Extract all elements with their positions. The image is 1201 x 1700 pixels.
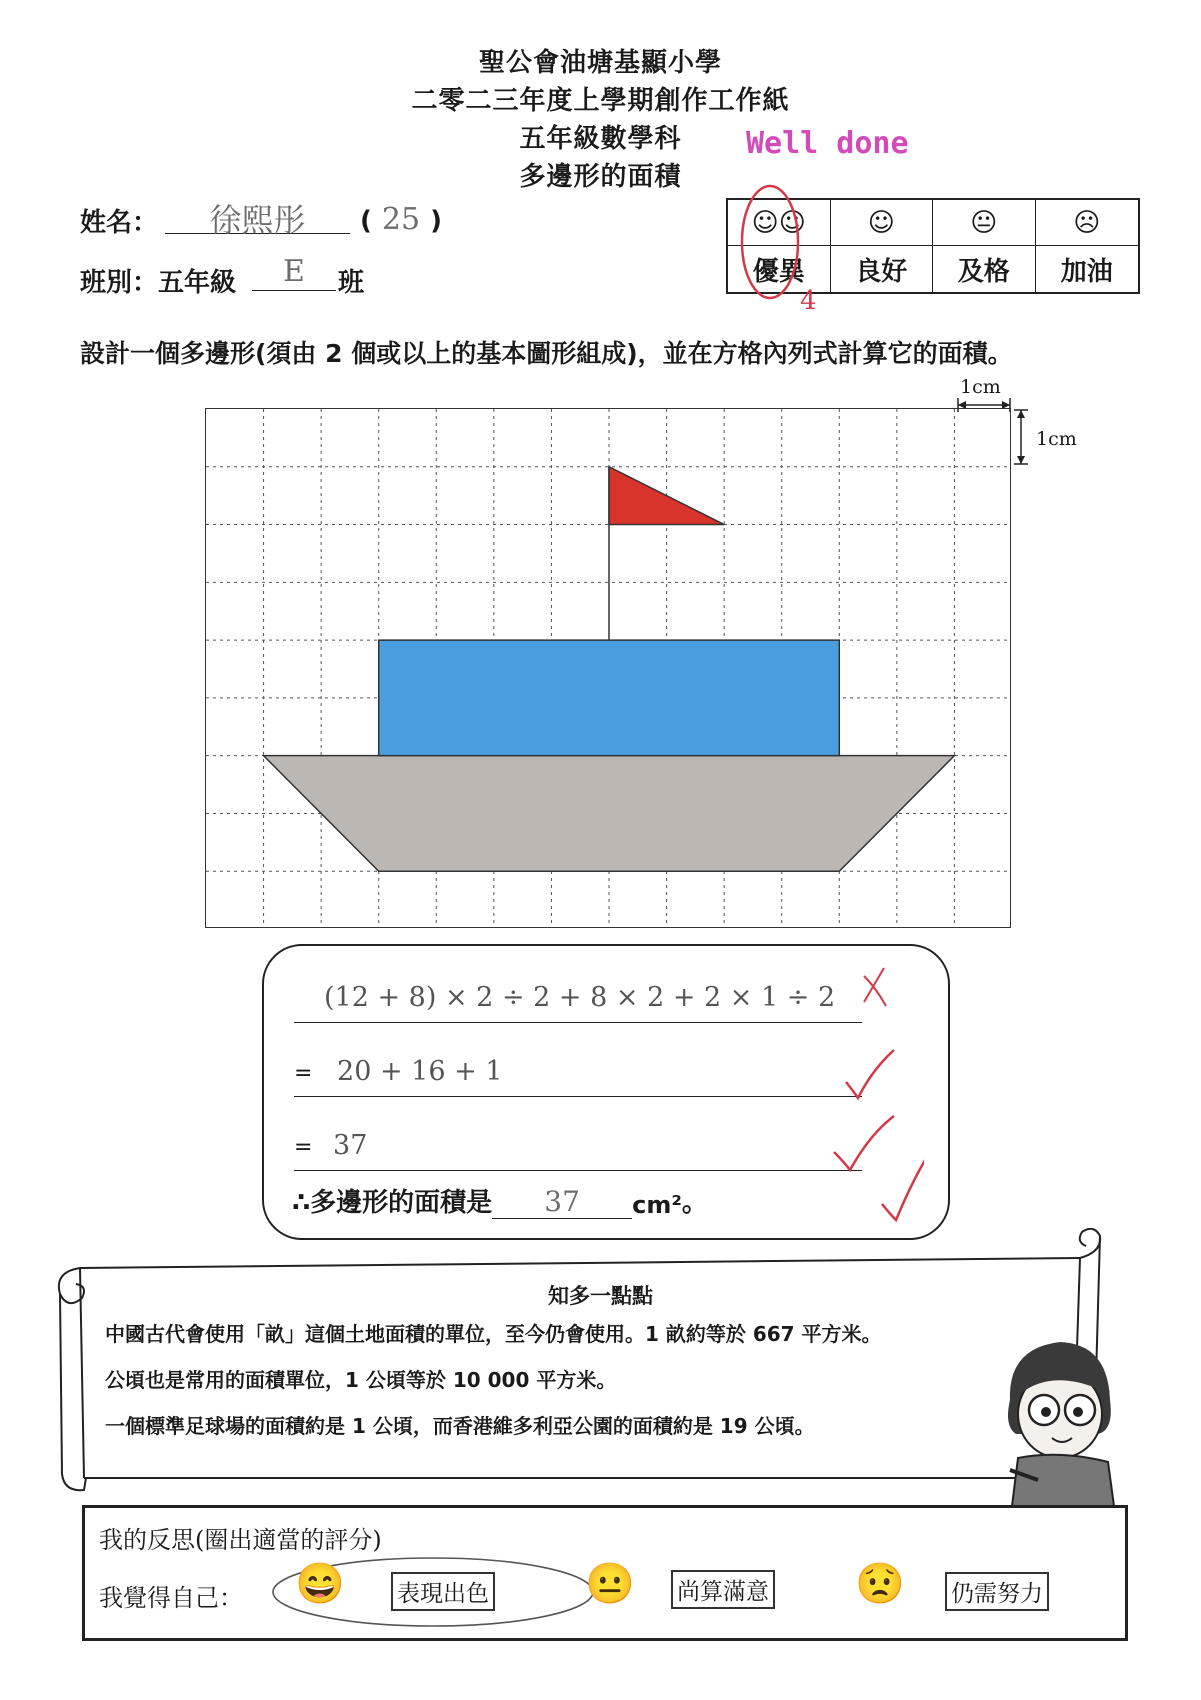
fact-paragraph-2: 公頃也是常用的面積單位，1 公頃等於 10 000 平方米。 [105, 1368, 617, 1392]
happy-face-icon: 😄 [295, 1561, 345, 1607]
term-title: 二零二三年度上學期創作工作紙 [411, 86, 790, 116]
topic-title: 多邊形的面積 [519, 162, 682, 192]
answer-prefix: ∴多邊形的面積是 [292, 1188, 493, 1218]
reflection-box [82, 1505, 1128, 1641]
boat-flag-triangle [609, 467, 724, 525]
unit-horizontal-label: 1cm [960, 376, 1001, 398]
equals-sign: = [294, 1135, 313, 1160]
answer-unit: cm² [632, 1191, 682, 1219]
subject-title: 五年級數學科 [519, 124, 682, 154]
reflection-title: 我的反思(圈出適當的評分) [99, 1526, 382, 1554]
student-number-paren: ( 25 ) [360, 202, 442, 237]
class-value: E [252, 254, 336, 291]
teacher-score: 4 [800, 286, 817, 316]
teacher-comment: Well done [746, 126, 909, 161]
name-label: 姓名： [80, 208, 159, 238]
worried-face-icon: 😟 [855, 1561, 905, 1607]
option-excellent[interactable]: 表現出色 [391, 1572, 495, 1611]
reflection-self-label: 我覺得自己： [99, 1584, 243, 1612]
option-satisfactory[interactable]: 尚算滿意 [671, 1570, 775, 1609]
boat-hull-trapezoid [264, 756, 955, 872]
boat-cabin-rectangle [379, 640, 840, 756]
rating-face-try: ☹ [1036, 200, 1139, 246]
rating-label-pass[interactable]: 及格 [933, 246, 1036, 292]
answer-value: 37 [492, 1185, 632, 1219]
calc-step-3: 37 [333, 1130, 368, 1161]
calc-expression: (12 + 8) × 2 ÷ 2 + 8 × 2 + 2 × 1 ÷ 2 [324, 982, 836, 1013]
class-suffix: 班 [338, 268, 365, 298]
unit-vertical-arrow [1008, 404, 1034, 470]
option-needs-effort[interactable]: 仍需努力 [945, 1572, 1049, 1611]
school-name: 聖公會油塘基顯小學 [478, 48, 722, 78]
rating-face-excellent: ☺☺ [728, 200, 831, 246]
rating-label-try[interactable]: 加油 [1060, 256, 1113, 287]
neutral-face-icon: 😐 [585, 1561, 635, 1607]
calculation-box [262, 944, 950, 1240]
instruction: 設計一個多邊形(須由 2 個或以上的基本圖形組成)，並在方格內列式計算它的面積。 [80, 339, 1013, 368]
rating-label-good[interactable]: 良好 [831, 246, 934, 292]
teacher-check-marks [564, 966, 924, 1236]
rating-face-good: ☺ [831, 200, 934, 246]
facts-title: 知多一點點 [548, 1284, 653, 1308]
rating-face-pass: 😐 [933, 200, 1036, 246]
calc-step-2: 20 + 16 + 1 [337, 1056, 503, 1087]
grid-canvas [206, 409, 1011, 928]
student-name: 徐熙彤 [165, 195, 350, 234]
unit-vertical-label: 1cm [1036, 428, 1077, 450]
fact-paragraph-1: 中國古代會使用「畝」這個土地面積的單位，至今仍會使用。1 畝約等於 667 平方米。 [105, 1322, 882, 1346]
class-label: 班別：五年級 [80, 268, 237, 298]
cartoon-boy-illustration [990, 1330, 1120, 1510]
facts-scroll-frame [50, 1228, 1120, 1498]
drawing-grid [205, 408, 1011, 928]
answer-suffix: 。 [681, 1188, 708, 1218]
rating-label-excellent[interactable]: 優異 [728, 246, 831, 292]
student-number: 25 [381, 202, 421, 237]
fact-paragraph-3: 一個標準足球場的面積約是 1 公頃，而香港維多利亞公園的面積約是 19 公頃。 [105, 1414, 815, 1438]
equals-sign: = [294, 1061, 313, 1086]
